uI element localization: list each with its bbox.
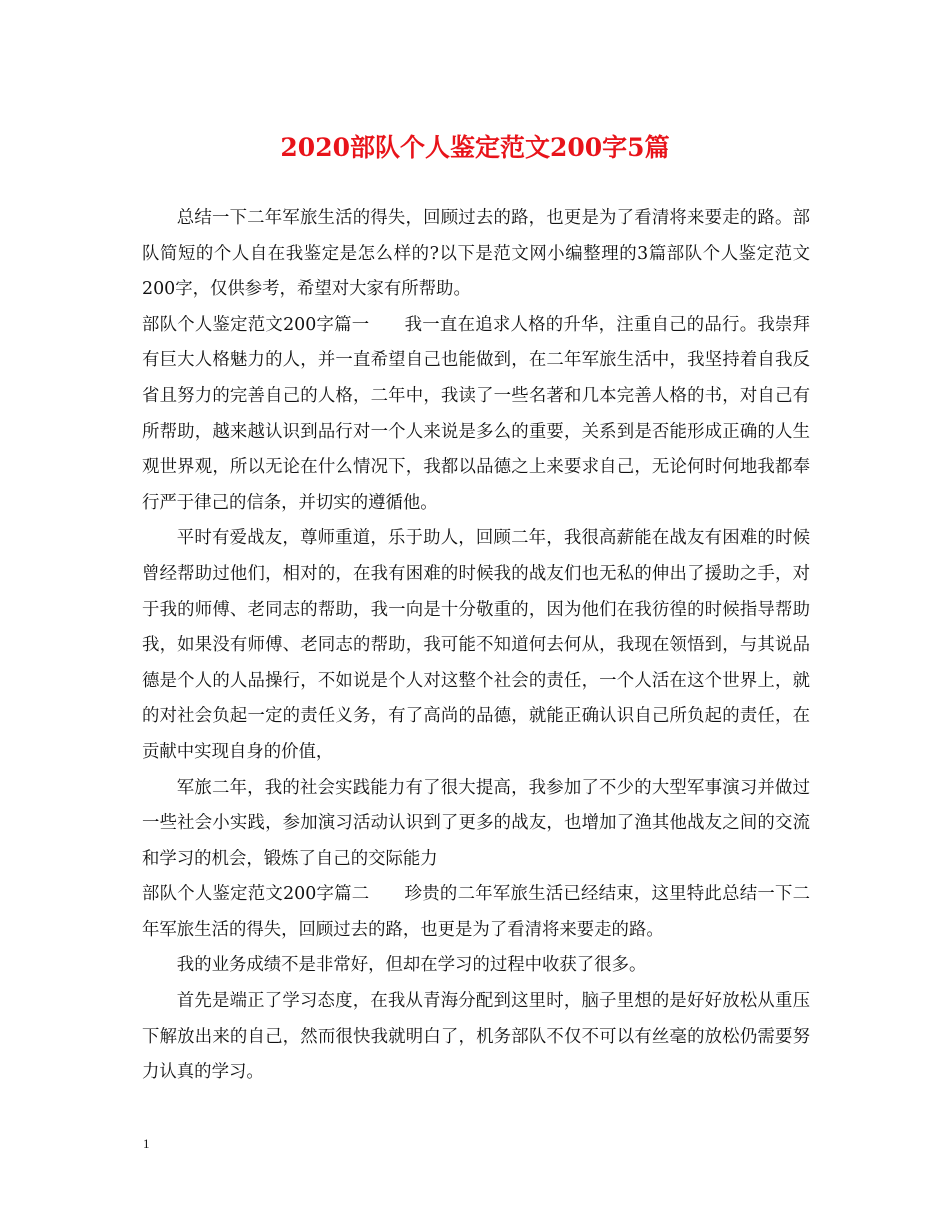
document-title: 2020部队个人鉴定范文200字5篇 [280, 133, 670, 162]
paragraph-section-one: 部队个人鉴定范文200字篇一 我一直在追求人格的升华，注重自己的品行。我崇拜有巨大人格魅力的人，并一直希望自己也能做到，在二年军旅生活中，我坚持着自我反省且努力的完善自己的人格，二年中，我读了一些名著和几本完善人格的书，对自己有所帮助，越来越认识到品行对一个人来说是多么的重要，关系到是否能形成正确的人生观世界观，所以无论在什么情况下，我都以品德之上来要求自己，无论何时何地我都奉行严于律己的信条，并切实的遵循他。 [142, 314, 810, 513]
paragraph-intro: 总结一下二年军旅生活的得失，回顾过去的路，也更是为了看清将来要走的路。部队简短的个人自在我鉴定是怎么样的?以下是范文网小编整理的3篇部队个人鉴定范文200字，仅供参考，希望对大家有所帮助。 [142, 208, 810, 300]
paragraph-section-two: 部队个人鉴定范文200字篇二 珍贵的二年军旅生活已经结束，这里特此总结一下二年军旅生活的得失，回顾过去的路，也更是为了看清将来要走的路。 [142, 884, 810, 940]
paragraph-practice: 军旅二年，我的社会实践能力有了很大提高，我参加了不少的大型军事演习并做过一些社会小实践，参加演习活动认识到了更多的战友，也增加了渔其他战友之间的交流和学习的机会，锻炼了自己的交际能力 [142, 777, 810, 869]
paragraph-studies: 我的业务成绩不是非常好，但却在学习的过程中收获了很多。 [176, 955, 647, 976]
document-body [142, 201, 810, 1091]
page-number: 1 [143, 1136, 150, 1151]
paragraph-attitude: 首先是端正了学习态度，在我从青海分配到这里时，脑子里想的是好好放松从重压下解放出来的自己，然而很快我就明白了，机务部队不仅不可以有丝毫的放松仍需要努力认真的学习。 [142, 991, 810, 1083]
paragraph-comrades: 平时有爱战友，尊师重道，乐于助人，回顾二年，我很高薪能在战友有困难的时候曾经帮助过他们，相对的，在我有困难的时候我的战友们也无私的伸出了援助之手，对于我的师傅、老同志的帮助，我一向是十分敬重的，因为他们在我彷徨的时候指导帮助我，如果没有师傅、老同志的帮助，我可能不知道何去何从，我现在领悟到，与其说品德是个人的人品操行，不如说是个人对这整个社会的责任，一个人活在这个世界上，就的对社会负起一定的责任义务，有了高尚的品德，就能正确认识自己所负起的责任，在贡献中实现自身的价值， [142, 528, 810, 762]
